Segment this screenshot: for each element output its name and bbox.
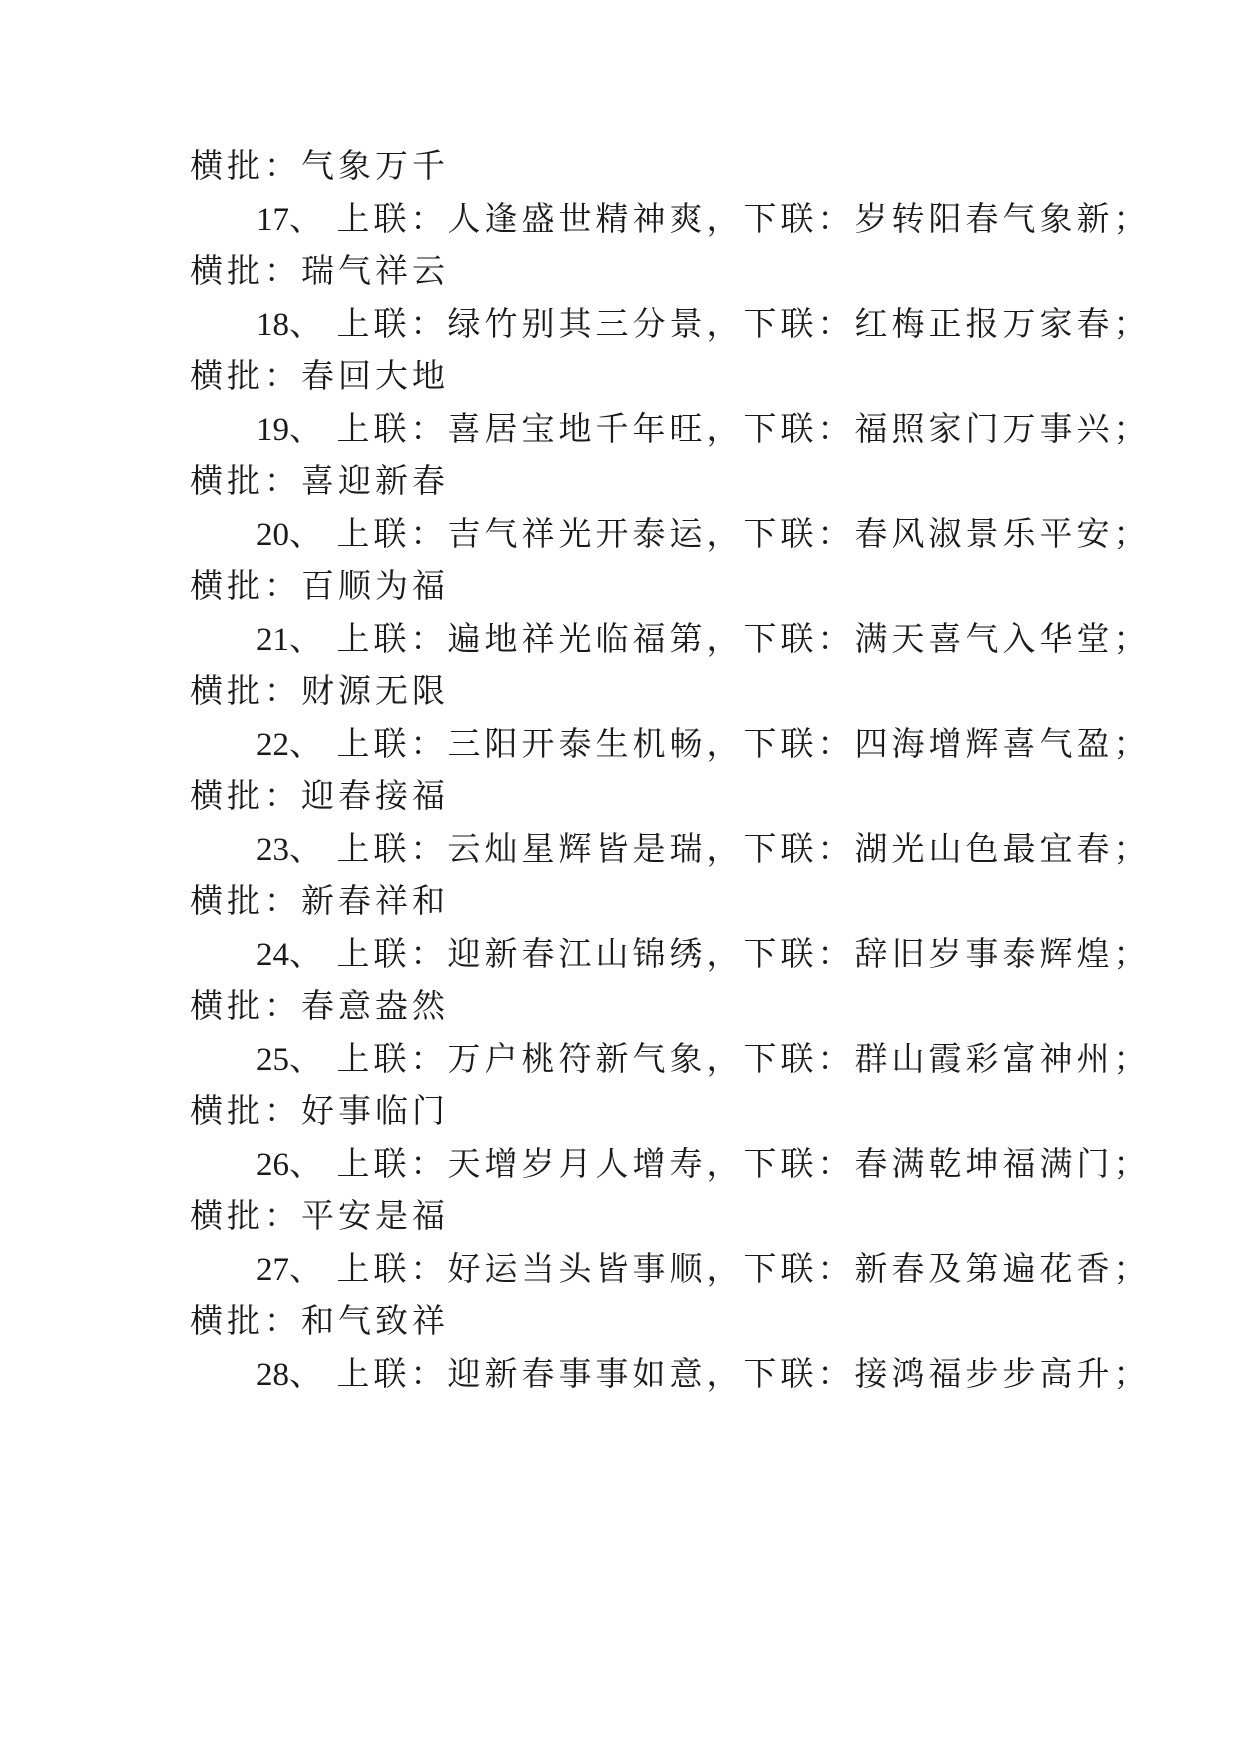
entry-number: 18、 — [256, 307, 322, 343]
couplet-line — [256, 401, 1156, 457]
hengpi-line: 横批：春意盎然 — [190, 986, 449, 1025]
hengpi-line: 横批：平安是福 — [190, 1196, 449, 1235]
couplet-text: 上联：迎新春江山锦绣，下联：辞旧岁事泰辉煌； — [336, 934, 1151, 973]
entry-number: 28、 — [256, 1357, 322, 1393]
couplet-line — [256, 1241, 1156, 1297]
couplet-text: 上联：遍地祥光临福第，下联：满天喜气入华堂； — [336, 619, 1151, 658]
couplet-line — [256, 1346, 1156, 1402]
hengpi-line: 横批：百顺为福 — [190, 566, 449, 605]
hengpi-line: 横批：和气致祥 — [190, 1301, 449, 1340]
hengpi-line: 横批：财源无限 — [190, 671, 449, 710]
couplet-text: 上联：万户桃符新气象，下联：群山霞彩富神州； — [336, 1039, 1151, 1078]
entry-number: 26、 — [256, 1147, 322, 1183]
couplet-line — [256, 821, 1156, 877]
couplet-line — [256, 296, 1156, 352]
couplet-line — [256, 926, 1156, 982]
couplet-line — [256, 716, 1156, 772]
couplet-text: 上联：人逢盛世精神爽，下联：岁转阳春气象新； — [336, 199, 1151, 238]
entry-number: 23、 — [256, 832, 322, 868]
couplet-text: 上联：吉气祥光开泰运，下联：春风淑景乐平安； — [336, 514, 1151, 553]
entry-number: 21、 — [256, 622, 322, 658]
couplet-line — [256, 506, 1156, 562]
couplet-text: 上联：三阳开泰生机畅，下联：四海增辉喜气盈； — [336, 724, 1151, 763]
couplet-text: 上联：好运当头皆事顺，下联：新春及第遍花香； — [336, 1249, 1151, 1288]
entry-number: 22、 — [256, 727, 322, 763]
couplet-text: 上联：云灿星辉皆是瑞，下联：湖光山色最宜春； — [336, 829, 1151, 868]
hengpi-line: 横批：气象万千 — [190, 146, 449, 185]
couplet-line — [256, 1031, 1156, 1087]
couplet-line — [256, 611, 1156, 667]
couplet-line — [256, 1136, 1156, 1192]
hengpi-line: 横批：春回大地 — [190, 356, 449, 395]
hengpi-line: 横批：新春祥和 — [190, 881, 449, 920]
hengpi-line: 横批：瑞气祥云 — [190, 251, 449, 290]
couplet-text: 上联：天增岁月人增寿，下联：春满乾坤福满门； — [336, 1144, 1151, 1183]
entry-number: 19、 — [256, 412, 322, 448]
entry-number: 20、 — [256, 517, 322, 553]
entry-number: 25、 — [256, 1042, 322, 1078]
couplet-text: 上联：绿竹别其三分景，下联：红梅正报万家春； — [336, 304, 1151, 343]
couplet-text: 上联：喜居宝地千年旺，下联：福照家门万事兴； — [336, 409, 1151, 448]
hengpi-line: 横批：好事临门 — [190, 1091, 449, 1130]
hengpi-line: 横批：喜迎新春 — [190, 461, 449, 500]
entry-number: 24、 — [256, 937, 322, 973]
entry-number: 27、 — [256, 1252, 322, 1288]
couplet-text: 上联：迎新春事事如意，下联：接鸿福步步高升； — [336, 1354, 1151, 1393]
couplet-line — [256, 191, 1156, 247]
entry-number: 17、 — [256, 202, 322, 238]
hengpi-line: 横批：迎春接福 — [190, 776, 449, 815]
